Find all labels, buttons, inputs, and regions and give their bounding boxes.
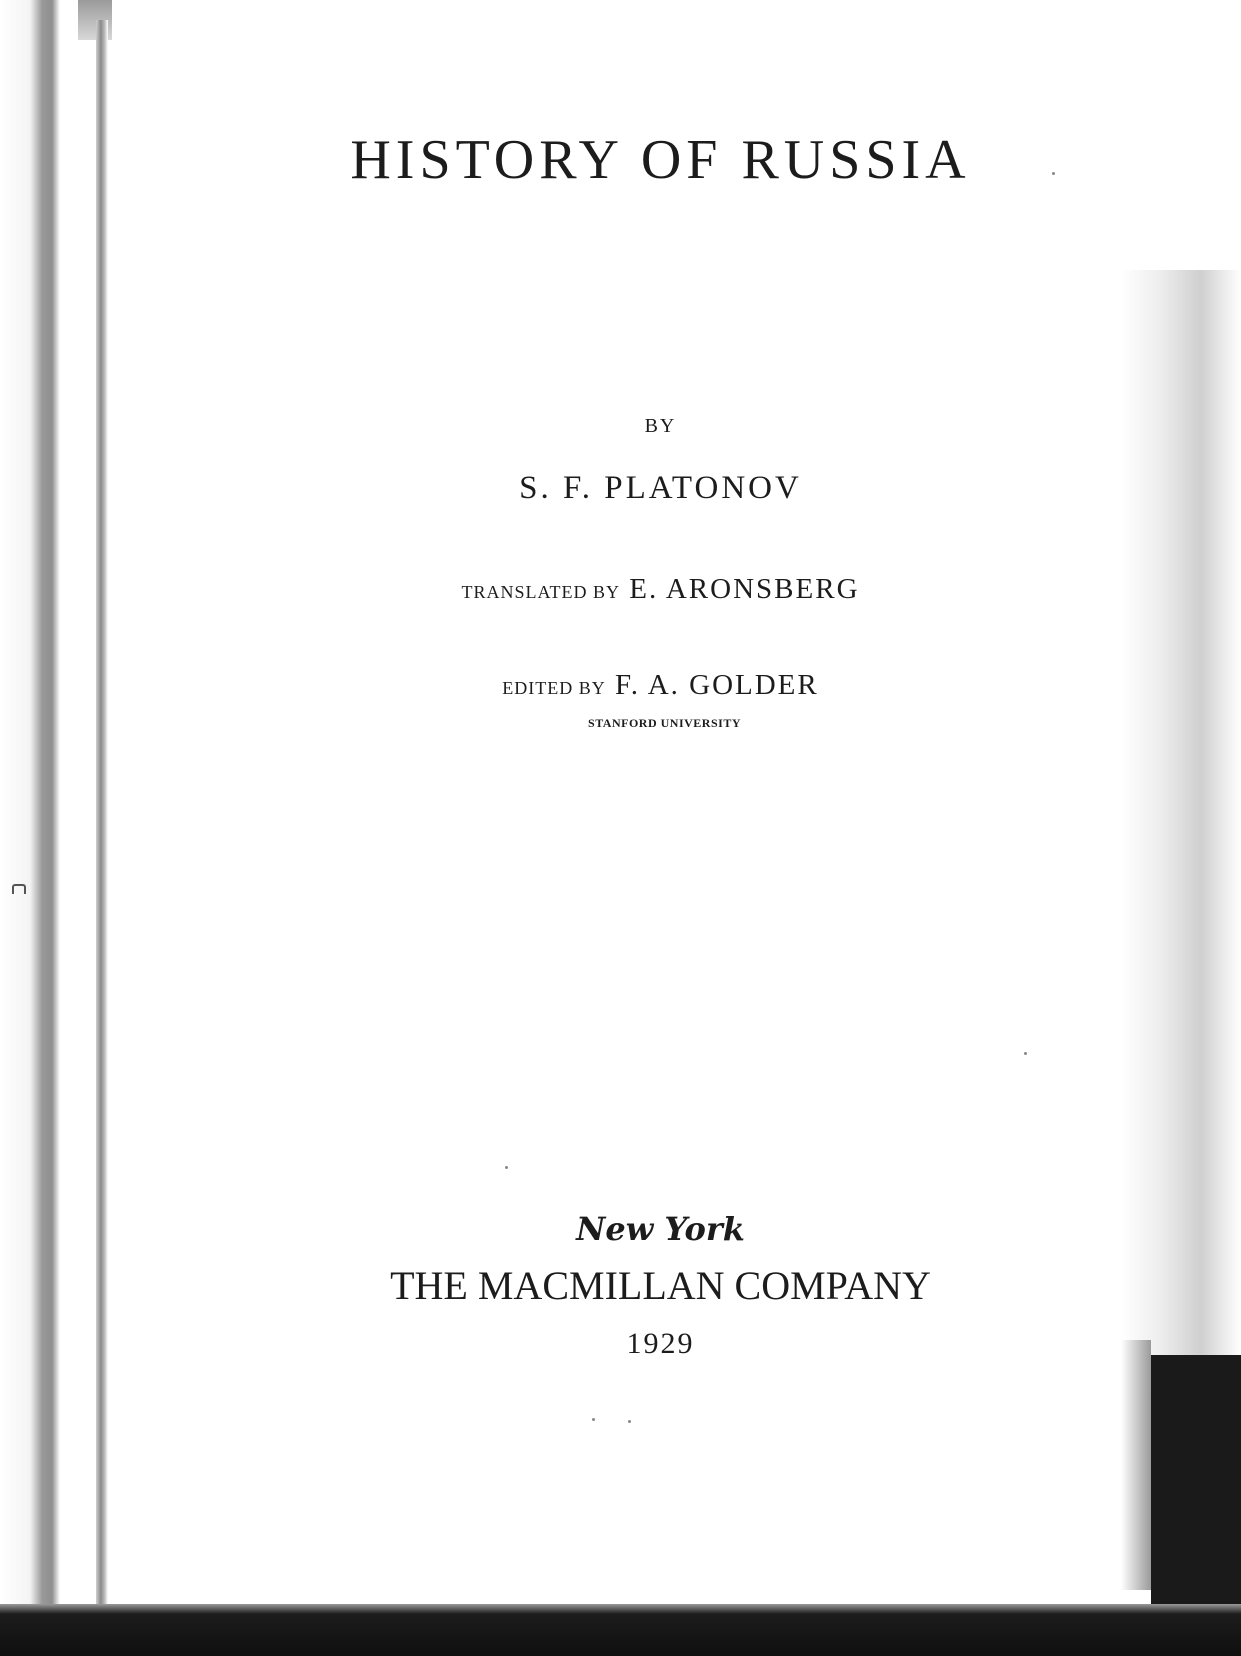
- publisher-city: New York: [576, 1210, 745, 1248]
- editor-affiliation: STANFORD UNIVERSITY: [588, 716, 741, 730]
- page-gutter: [96, 20, 108, 1630]
- scan-speck: [505, 1166, 508, 1169]
- scan-speck: [628, 1420, 631, 1423]
- book-title: HISTORY OF RUSSIA: [350, 129, 971, 191]
- publication-year: 1929: [626, 1327, 695, 1360]
- author-name: S. F. PLATONOV: [519, 470, 802, 506]
- translator-credit: [40, 573, 1241, 606]
- scan-edge-bottom: [0, 1604, 1241, 1656]
- editor-credit: [40, 669, 1241, 702]
- editor-name: F. A. GOLDER: [614, 669, 819, 701]
- translator-name: E. ARONSBERG: [629, 573, 860, 605]
- scan-edge-left: [0, 0, 60, 1656]
- editor-label: EDITED BY: [502, 678, 606, 698]
- scan-mark: [12, 884, 26, 894]
- by-label: BY: [644, 415, 677, 437]
- scan-speck: [592, 1418, 595, 1421]
- translator-label: TRANSLATED BY: [461, 582, 620, 602]
- scan-speck: [1024, 1052, 1027, 1055]
- scan-edge-right-shadow: [1121, 1340, 1151, 1590]
- publisher-name: THE MACMILLAN COMPANY: [390, 1263, 931, 1308]
